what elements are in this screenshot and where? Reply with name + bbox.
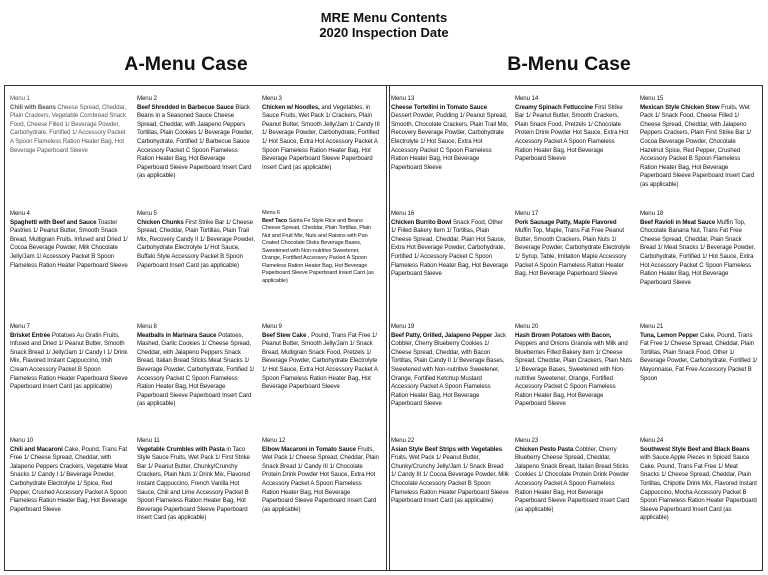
menu-number: Menu 16 bbox=[391, 210, 415, 217]
menu-number: Menu 15 bbox=[640, 95, 664, 102]
menu-contents: Fruits, Wet Pack 1/ Cheese Spread, Cheddar, Plain Snack Bread 1/ Candy III 1/ Chocolate Protein Drink Powder Hot Sauce, Extra Hot Accessory Packet A Spoon Flameless Ration Heater Bag, Hot Beverage Paperboard Sleeve Paperboard Insert Card (as applicable) bbox=[262, 445, 379, 513]
menu-entree: Beef Taco bbox=[262, 217, 288, 224]
menu-number: Menu 17 bbox=[515, 210, 539, 217]
page-subtitle: 2020 Inspection Date bbox=[319, 25, 449, 40]
menu-contents: Potatoes Au Gratin Fruits, Infused and Dried 1/ Peanut Butter, Smooth Snack Bread 1/ Jelly/Jam 1/ Candy I 1/ Drink Mix, Flavored Instant Cappuccino, Irish Cream Accessory Packet B Spoon Flameless Ration Heater Paperboard Sleeve Paperboard Insert Card (as applicable) bbox=[10, 331, 128, 391]
menu-contents: Fruits, Wet Pack 1/ Peanut Butter, Chunky/Crunchy Jelly/Jam 1/ Snack Bread 1/ Candy III 1/ Cocoa Beverage Powder, Milk Chocolate Accessory Packet B Spoon Flameless Ration Heater Paperboard Sleeve Paperboard Insert Card (as applicable) bbox=[391, 454, 509, 505]
menu-cell bbox=[137, 95, 255, 181]
menu-contents: Cake, Pound, Trans Fat Free 1/ Cheese Spread, Cheddar, Plain Tortillas, Plain Snack Food, Other 1/ Beverage Powder, Carbohydrate, Fortified 1/ Mayonnaise, Fat Free Accessory Packet B Spoon bbox=[640, 331, 758, 382]
menu-entree: Brisket Entrée bbox=[10, 331, 51, 339]
menu-entree: Elbow Macaroni in Tomato Sauce bbox=[262, 445, 356, 453]
menu-contents: Peppers and Onions Granola with Milk and Blueberries Filled Bakery Item 1/ Cheese Spread, Cheddar, Plain Crackers, Plain Nuts 1/ Beverage Bases, Sweetened with Non-nutritive Sweetener, Orange, Fortified Accessory Packet C Spoon Flameless Ration Heater Bag, Hot Beverage Paperboard Sleeve bbox=[515, 340, 632, 408]
menu-number: Menu 3 bbox=[262, 95, 282, 102]
menu-entree: Creamy Spinach Fettuccine bbox=[515, 103, 593, 111]
menu-cell bbox=[262, 210, 380, 285]
menu-cell bbox=[137, 210, 255, 270]
menu-entree: Vegetable Crumbles with Pasta bbox=[137, 445, 225, 453]
menu-entree: Meatballs in Marinara Sauce bbox=[137, 331, 217, 339]
menu-number: Menu 23 bbox=[515, 437, 539, 444]
menu-entree: Spaghetti with Beef and Sauce bbox=[10, 218, 97, 226]
menu-number: Menu 10 bbox=[10, 437, 34, 444]
menu-contents: Fruits, Wet Pack 1/ Snack Food, Cheese Filled 1/ Cheese Spread, Cheddar, with Jalapeno Peppers Crackers, Plain First Strike Bar 1/ Cocoa Beverage Powder, Chocolate Hazelnut Spice, Red Pepper, Crushed Accessory Packet B Spoon Flameless Ration Heater Bag, Hot Beverage Paperboard Sleeve Paperboard Insert Card (as applicable) bbox=[640, 103, 755, 188]
menu-contents: Black Beans in a Seasoned Sauce Cheese Spread, Cheddar, with Jalapeno Peppers Tortillas, Plain Cookies 1/ Beverage Powder, Carbohydrate, Fortified 1/ Barbecue Sauce Accessory Packet C Spoon Flameless Ration Heater Bag, Hot Beverage Paperboard Sleeve Paperboard Insert Card (as applicable) bbox=[137, 103, 254, 180]
menu-contents: Cobbler, Cherry Blueberry Cheese Spread, Cheddar, Jalapeno Snack Bread, Italian Bread Sticks Cookies 1/ Chocolate Protein Drink Powder Accessory Packet A Spoon Flameless Ration Heater Bag, Hot Beverage Paperboard Sleeve Paperboard Insert Card (as applicable) bbox=[515, 445, 630, 513]
menu-contents: in Taco Style Sauce Fruits, Wet Pack 1/ First Strike Bar 1/ Peanut Butter, Chunky/Crunchy Crackers, Plain Nuts 1/ Drink Mix, Flavored Instant Cappuccino, French Vanilla Hot Sauce, Chili and Lime Accessory Packet B Spoon Flameless Ration Heater Bag, Hot Beverage Paperboard Sleeve Paperboard Insert Card (as applicable) bbox=[137, 445, 251, 522]
menu-cell bbox=[515, 210, 633, 279]
menu-contents: Snack Food, Other 1/ Filled Bakery Item 1/ Tortillas, Plain Cheese Spread, Cheddar, Plain Hot Sauce, Extra Hot Beverage Powder, Carbohydrate, Fortified 1/ Accessory Packet C Spoon Flameless Ration Heater Bag, Hot Beverage Paperboard Sleeve bbox=[391, 218, 508, 278]
menu-contents: Muffin Top, Maple, Trans Fat Free Peanut Butter, Smooth Crackers, Plain Nuts 1/ Beverage Powder, Carbohydrate Electrolyte 1/ Syrup, Table, Imitation Maple Accessory Packet A Spoon Flameless Ration Heater Bag, Hot Beverage Paperboard Sleeve bbox=[515, 227, 631, 278]
menu-entree: Chili with Beans bbox=[10, 103, 56, 111]
menu-contents: , Pound, Trans Fat Free 1/ Peanut Butter, Smooth Jelly/Jam 1/ Snack Bread, Multigrain Snack Food, Pretzels 1/ Beverage Powder, Carbohydrate Electrolyte 1/ Hot Sauce, Extra Hot Accessory Packet A Spoon Flameless Ration Heater Bag, Hot Beverage Paperboard Sleeve bbox=[262, 331, 378, 391]
menu-number: Menu 14 bbox=[515, 95, 539, 102]
menu-number: Menu 7 bbox=[10, 323, 30, 330]
menu-cell bbox=[640, 437, 758, 523]
menu-number: Menu 20 bbox=[515, 323, 539, 330]
menu-number: Menu 2 bbox=[137, 95, 157, 102]
menu-entree: Mexican Style Chicken Stew bbox=[640, 103, 720, 111]
menu-entree: Beef Shredded in Barbecue Sauce bbox=[137, 103, 234, 111]
menu-cell bbox=[515, 323, 633, 409]
menu-cell bbox=[391, 437, 509, 506]
menu-cell bbox=[640, 323, 758, 383]
menu-entree: Pork Sausage Patty, Maple Flavored bbox=[515, 218, 617, 226]
menu-contents: Santa Fe Style Rice and Beans Cheese Spread, Cheddar, Plain Tortillas, Plain Nut and Fruit Mix, Nuts and Raisins with Pan Coated Chocolate Disks Beverage Bases, Sweetened with Non-nutritive Sweetener, Orange, Fortified Accessory Packet A Spoon Flameless Ration Heater Bag, Hot Beverage Paperboard Sleeve Paperboard Insert Card (as applicable) bbox=[262, 217, 374, 284]
menu-entree: Southwest Style Beef and Black Beans bbox=[640, 445, 750, 453]
menu-cell bbox=[391, 210, 509, 279]
menu-cell bbox=[640, 95, 758, 190]
menu-number: Menu 5 bbox=[137, 210, 157, 217]
menu-number: Menu 21 bbox=[640, 323, 664, 330]
menu-cell bbox=[515, 95, 633, 164]
menu-contents: with Sauce Apple Pieces in Spiced Sauce Cake, Pound, Trans Fat Free 1/ Meat Snacks 1/ Cheese Spread, Cheddar, Plain Tortillas, Chipotle Drink Mix, Flavored Instant Cappuccino, Mocha Accessory Packet B Spoon Flameless Ration Heater Paperboard Sleeve Paperboard Insert Card (as applicable) bbox=[640, 454, 757, 522]
menu-number: Menu 18 bbox=[640, 210, 664, 217]
menu-contents: and Vegetables, in Sauce Fruits, Wet Pack 1/ Crackers, Plain Peanut Butter, Smooth Jelly/Jam 1/ Candy III 1/ Beverage Powder, Carbohydrate, Fortified 1/ Hot Sauce, Extra Hot Accessory Packet A Spoon Flameless Ration Heater Bag, Hot Beverage Paperboard Sleeve Paperboard Insert Card (as applicable) bbox=[262, 103, 380, 171]
menu-cell bbox=[10, 210, 128, 270]
menu-cell bbox=[391, 95, 509, 172]
menu-number: Menu 22 bbox=[391, 437, 415, 444]
menu-cell bbox=[10, 95, 128, 155]
menu-entree: Tuna, Lemon Pepper bbox=[640, 331, 699, 339]
menu-cell bbox=[262, 95, 380, 172]
b-menu-case-title: B-Menu Case bbox=[507, 53, 631, 75]
menu-entree: Asian Style Beef Strips with Vegetables bbox=[391, 445, 503, 453]
menu-cell bbox=[262, 437, 380, 514]
menu-contents: Cake, Pound, Trans Fat Free 1/ Cheese Spread, Cheddar, with Jalapeno Peppers Crackers, Vegetable Meat Snacks 1/ Candy I 1/ Beverage Powder, Carbohydrate Electrolyte 1/ Spice, Red Pepper, Crushed Accessory Packet A Spoon Flameless Ration Heater Bag, Hot Beverage Paperboard Sleeve bbox=[10, 445, 128, 513]
menu-cell bbox=[10, 323, 128, 392]
menu-number: Menu 24 bbox=[640, 437, 664, 444]
menu-entree: Chicken Pesto Pasta bbox=[515, 445, 574, 453]
menu-entree: Beef Ravioli in Meat Sauce bbox=[640, 218, 716, 226]
menu-entree: Beef Patty, Grilled, Jalapeno Pepper bbox=[391, 331, 493, 339]
menu-entree: Chili and Macaroni bbox=[10, 445, 63, 453]
menu-contents: Muffin Top, Chocolate Banana Nut, Trans Fat Free Cheese Spread, Cheddar, Plain Snack Bread 1/ Meat Snacks 1/ Beverage Powder, Carbohydrate, Fortified 1/ Hot Sauce, Extra Hot Accessory Packet C Spoon Flameless Ration Heater Bag, Hot Beverage Paperboard Sleeve bbox=[640, 218, 756, 286]
menu-number: Menu 8 bbox=[137, 323, 157, 330]
menu-cell bbox=[137, 323, 255, 409]
menu-contents: Dessert Powder, Pudding 1/ Peanut Spread, Smooth, Chocolate Crackers, Plain Trail Mix, Recovery Beverage Powder, Carbohydrate Electrolyte 1/ Hot Sauce, Extra Hot Accessory Packet C Spoon Flameless Ration Heater Bag, Hot Beverage Paperboard Sleeve bbox=[391, 112, 509, 171]
menu-contents: Potatoes, Mashed, Garlic Cookies 1/ Cheese Spread, Cheddar, with Jalapeno Peppers Snack Bread, Italian Bread Sticks Meat Snacks 1/ Beverage Powder, Carbohydrate, Fortified 1/ Accessory Packet C Spoon Flameless Ration Heater Bag, Hot Beverage Paperboard Sleeve Paperboard Insert Card (as applicable) bbox=[137, 331, 255, 408]
menu-number: Menu 9 bbox=[262, 323, 282, 330]
menu-contents: Cheese Spread, Cheddar, Plain Crackers, Vegetable Cornbread Snack Food, Cheese Filled 1/ Beverage Powder, Carbohydrate, Fortified 1/ Accessory Packet A Spoon Flameless Ration Heater Bag, Hot Beverage Paperboard Sleeve bbox=[10, 103, 127, 154]
a-menu-case-title: A-Menu Case bbox=[124, 53, 248, 75]
menu-number: Menu 19 bbox=[391, 323, 415, 330]
menu-entree: Chicken Burrito Bowl bbox=[391, 218, 452, 226]
menu-contents: First Strike Bar 1/ Cheese Spread, Cheddar, Plain Tortillas, Plain Trail Mix, Recovery Candy II 1/ Beverage Powder, Carbohydrate Electrolyte 1/ Hot Sauce, Buffalo Style Accessory Packet B Spoon Paperboard Insert Card (as applicable) bbox=[137, 218, 255, 269]
menu-cell bbox=[10, 437, 128, 514]
menu-cell bbox=[515, 437, 633, 514]
page-title: MRE Menu Contents bbox=[320, 10, 448, 25]
menu-number: Menu 13 bbox=[391, 95, 415, 102]
menu-contents: Toaster Pastries 1/ Peanut Butter, Smooth Snack Bread, Multigrain Fruits, Infused and Dried 1/ Cocoa Beverage Powder, Milk Chocolate Jelly/Jam 1/ Accessory Packet B Spoon Flameless Ration Heater Paperboard Sleeve bbox=[10, 218, 128, 269]
menu-cell bbox=[137, 437, 255, 523]
menu-contents: Jack Cobbler, Cherry Blueberry Cookies 1/ Cheese Spread, Cheddar, with Bacon Tortillas, Plain Candy II 1/ Beverage Bases, Sweetened with Non-nutritive Sweetener, Orange, Fortified Ketchup Mustard Accessory Packet A Spoon Flameless Ration Heater Bag, Hot Beverage Paperboard Sleeve bbox=[391, 331, 507, 408]
menu-number: Menu 6 bbox=[262, 210, 280, 216]
menu-entree: Cheese Tortellini in Tomato Sauce bbox=[391, 103, 488, 111]
menu-number: Menu 12 bbox=[262, 437, 286, 444]
menu-cell bbox=[262, 323, 380, 392]
menu-cell bbox=[391, 323, 509, 409]
menu-entree: Chicken w/ Noodles, bbox=[262, 103, 320, 111]
menu-number: Menu 4 bbox=[10, 210, 30, 217]
menu-entree: Hash Brown Potatoes with Bacon, bbox=[515, 331, 612, 339]
menu-number: Menu 1 bbox=[10, 95, 30, 102]
menu-cell bbox=[640, 210, 758, 287]
menu-entree: Chicken Chunks bbox=[137, 218, 184, 226]
menu-number: Menu 11 bbox=[137, 437, 160, 444]
menu-entree: Beef Stew Cake bbox=[262, 331, 307, 339]
menu-contents: First Strike Bar 1/ Peanut Butter, Smooth Crackers, Plain Snack Food, Pretzels 1/ Chocolate Protein Drink Powder Hot Sauce, Extra Hot Accessory Packet A Spoon Flameless Ration Heater Bag, Hot Beverage Paperboard Sleeve bbox=[515, 103, 629, 163]
